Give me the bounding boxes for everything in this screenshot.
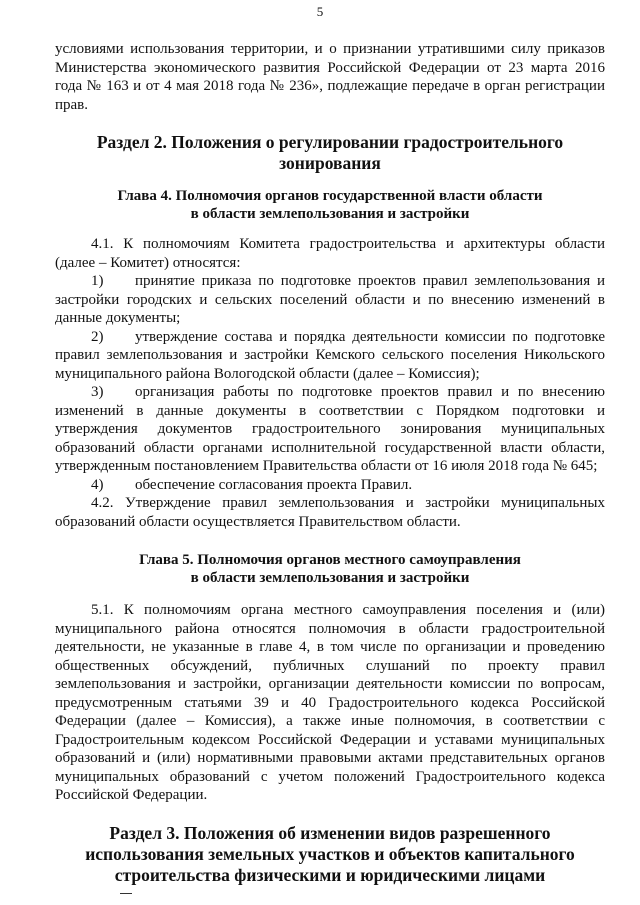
- intro-paragraph: условиями использования территории, и о признании утратившими силу приказов Министерства экономического развития Российской Федерации от 23 марта 2016 года № 163 и от 4 мая 2018 года № 236», подлежащие передаче в орган регистрации прав.: [55, 41, 605, 113]
- list-item: [55, 383, 605, 476]
- chapter-4-title-line-1: Глава 4. Полномочия органов государственной власти области: [117, 188, 543, 204]
- section-3-title-line-1: Раздел 3. Положения об изменении видов разрешенного: [109, 822, 551, 843]
- section-3-title-line-3: строительства физическими и юридическими лицами: [114, 864, 546, 885]
- list-item-number: 2): [91, 328, 104, 345]
- list-item: [55, 328, 605, 384]
- list-item-number: 1): [91, 273, 104, 289]
- list-item-text: утверждение состава и порядка деятельности комиссии по подготовке правил землепользования и застройки Кемского сельского поселения Никольского муниципального района Вологодской области (далее – Комиссия);: [55, 328, 605, 382]
- section-2-title-line-2: зонирования: [279, 153, 381, 173]
- list-item-text: организация работы по подготовке проектов правил и по внесению изменений в данные документы в соответствии с Порядком подготовки и утверждения документов градостроительного зонирования муниципальных образований области органами исполнительной государственной власти области, утвержденным постановлением Правительства области от 16 июля 2018 года № 645;: [55, 384, 605, 474]
- clause-5-1: 5.1. К полномочиям органа местного самоуправления поселения и (или) муниципального района относятся полномочия в области градостроительной деятельности, не указанные в главе 4, в том числе по организации и проведению общественных обсуждений, публичных слушаний по проекту правил землепользования и застройки, организации деятельности комиссии по вопросам, предусмотренным статьями 39 и 40 Градостроительного кодекса Российской Федерации (далее – Комиссия), а также иные полномочия, в соответствии с Градостроительным кодексом Российской Федерации и уставами муниципальных образований и (или) нормативными правовыми актами представительных органов муниципальных образований с учетом положений Градостроительного кодекса Российской Федерации.: [55, 602, 605, 803]
- page-number: 5: [316, 4, 324, 19]
- footer-mark: [120, 893, 132, 894]
- list-item-number: 4): [91, 476, 104, 493]
- section-2-title: [55, 132, 605, 174]
- chapter-4-title-line-2: в области землепользования и застройки: [190, 206, 470, 222]
- list-item: [55, 272, 605, 328]
- section-3-title-line-2: использования земельных участков и объектов капитального: [85, 843, 575, 864]
- clause-4-2: 4.2. Утверждение правил землепользования и застройки муниципальных образований области осуществляется Правительством области.: [55, 495, 605, 530]
- list-item-text: обеспечение согласования проекта Правил.: [135, 476, 413, 493]
- page-content: [55, 40, 605, 886]
- list-item-number: 3): [91, 384, 104, 400]
- chapter-5-title: [55, 551, 605, 587]
- section-3-title: [55, 823, 605, 886]
- list-item-text: принятие приказа по подготовке проектов правил землепользования и застройки городских и сельских поселений области и по внесению изменений в данные документы;: [55, 273, 605, 326]
- section-2-title-line-1: Раздел 2. Положения о регулировании градостроительного: [96, 132, 564, 152]
- chapter-5-title-line-2: в области землепользования и застройки: [190, 570, 470, 586]
- chapter-5-title-line-1: Глава 5. Полномочия органов местного самоуправления: [139, 552, 521, 568]
- list-item: [55, 476, 605, 495]
- chapter-4-title: [55, 187, 605, 223]
- clause-4-1: 4.1. К полномочиям Комитета градостроительства и архитектуры области (далее – Комитет) относятся:: [55, 236, 605, 271]
